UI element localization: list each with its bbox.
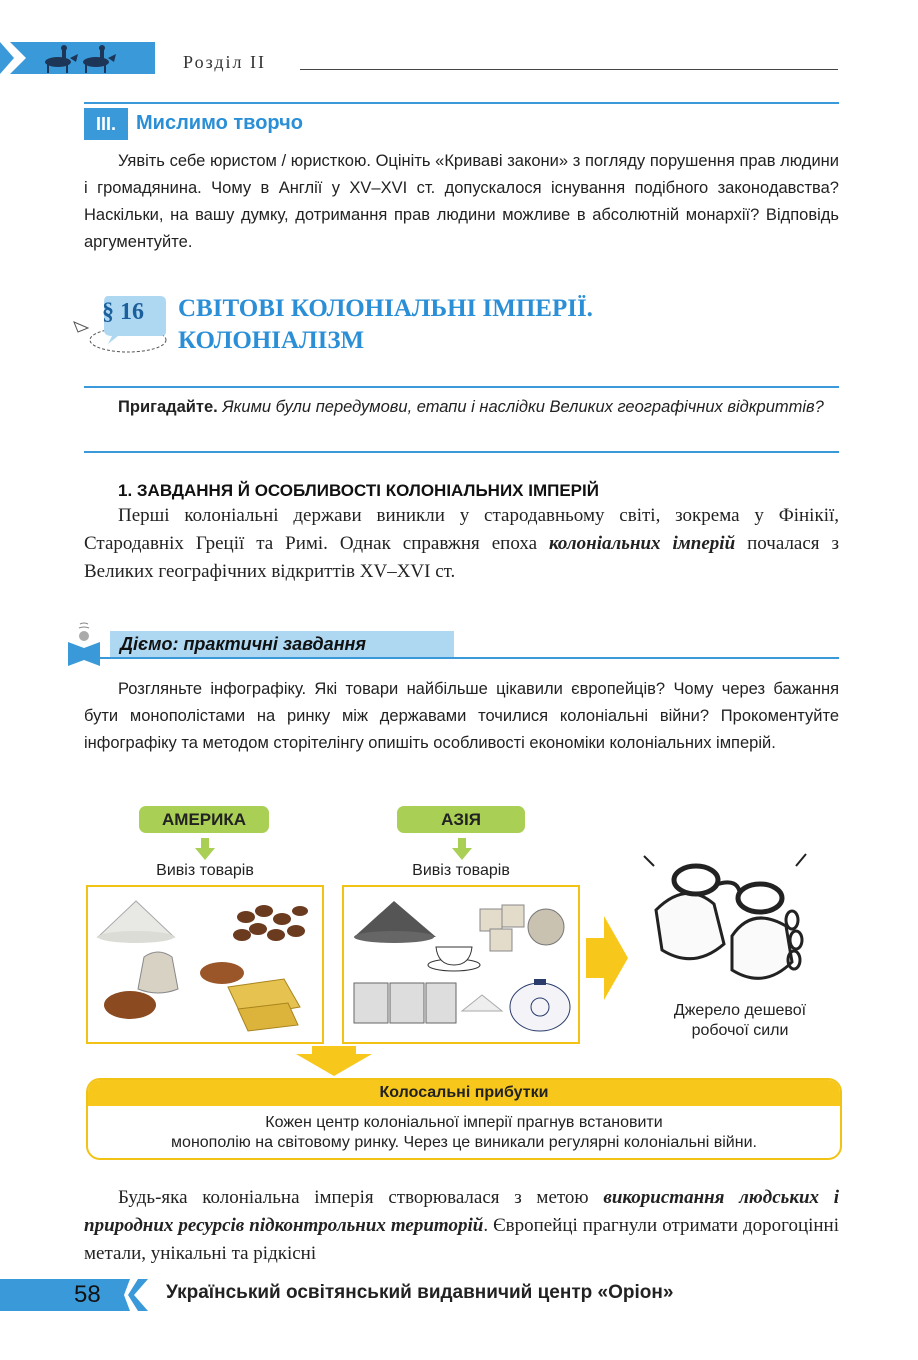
section3-rule <box>84 102 839 104</box>
page-number: 58 <box>74 1281 101 1308</box>
subsection1-text-part2: почалася з Великих географічних відкриттів XV–XVI ст. <box>84 533 839 582</box>
down-arrow-icon <box>194 838 216 862</box>
recall-block <box>84 394 839 421</box>
export-caption-asia: Вивіз товарів <box>412 862 510 879</box>
profits-text-line2: монополію на світовому ринку. Через це виникали регулярні колоніальні війни. <box>171 1134 757 1151</box>
profits-text <box>88 1113 840 1153</box>
coffee-beans-icon <box>233 905 308 941</box>
subsection1-text-part1: Перші колоніальні держави виникли у стародавньому світі, зокрема у Фінікії, Стародавніх Греції та Римі. Однак справжня епоха <box>84 505 839 554</box>
spice-cubes-icon <box>480 905 524 951</box>
final-text-part2: . Європейці прагнули отримати дорогоцінні метали, унікальні та рідкісні <box>84 1215 840 1264</box>
profits-box <box>86 1078 842 1160</box>
paragraph-number: § 16 <box>102 299 144 325</box>
recall-question: Якими були передумови, етапи і наслідки Великих географічних відкриттів? <box>222 398 824 416</box>
export-caption-america: Вивіз товарів <box>156 862 254 879</box>
profits-text-line1: Кожен центр колоніальної імперії прагнув встановити <box>265 1114 663 1131</box>
salt-pile-icon <box>462 995 502 1011</box>
header-rule <box>300 69 838 70</box>
section3-title: Мислимо творчо <box>136 112 303 134</box>
down-arrow-icon <box>296 1046 372 1076</box>
labor-caption <box>640 1001 840 1041</box>
tea-pile-icon <box>354 901 436 943</box>
recall-label: Пригадайте. <box>118 398 218 416</box>
recall-bottom-rule <box>84 451 839 453</box>
tea-set-icon <box>510 979 570 1031</box>
section3-number-badge: III. <box>84 108 128 140</box>
asia-goods-box <box>342 885 580 1044</box>
profits-title: Колосальні прибутки <box>88 1080 840 1106</box>
right-arrow-icon <box>586 916 630 1000</box>
handcuffs-icon <box>636 850 818 998</box>
final-paragraph <box>84 1184 839 1268</box>
section3-text: Уявіть себе юристом / юристкою. Оцініть «Криваві закони» з погляду порушення прав людини і громадянина. Чому в Англії у XV–XVI ст. допускалося існування подібного законодавства? Наскільки, на вашу думку, дотримання прав людини можливе в абсолютній монархії? Відповідь аргументуйте. <box>84 152 839 251</box>
bales-icon <box>354 983 456 1023</box>
america-goods-box <box>86 885 324 1044</box>
final-text-part1: Будь-яка колоніальна імперія створювалася з метою <box>118 1187 604 1208</box>
section-header-title: Розділ II <box>183 52 266 72</box>
paragraph-title-line1: СВІТОВІ КОЛОНІАЛЬНІ ІМПЕРІЇ. <box>178 295 593 322</box>
asia-label: АЗІЯ <box>397 806 525 833</box>
subsection1-text <box>84 502 839 586</box>
gold-bars-icon <box>228 979 300 1031</box>
melon-icon <box>528 909 564 945</box>
paragraph-title-line2: КОЛОНІАЛІЗМ <box>178 327 365 354</box>
teacup-icon <box>428 947 480 971</box>
practical-text: Розгляньте інфографіку. Які товари найбільше цікавили європейців? Чому через бажання бути монополістами на ринку між державами точилися колоніальні війни? Прокоментуйте інфографіку та методом сторітелінгу опишіть особливості економіки колоніальних імперій. <box>84 680 839 752</box>
practical-title: Діємо: практичні завдання <box>120 634 367 654</box>
subsection1-title: 1. ЗАВДАННЯ Й ОСОБЛИВОСТІ КОЛОНІАЛЬНИХ ІМПЕРІЙ <box>118 481 599 500</box>
publisher-name: Український освітянський видавничий центр «Оріон» <box>166 1282 674 1303</box>
book-person-icon <box>66 620 106 668</box>
footer-band <box>0 1279 130 1311</box>
labor-caption-line2: робочої сили <box>691 1022 789 1039</box>
recall-top-rule <box>84 386 839 388</box>
labor-caption-line1: Джерело дешевої <box>673 1002 807 1019</box>
america-label: АМЕРИКА <box>139 806 269 833</box>
down-arrow-icon <box>451 838 473 862</box>
sugar-pile-icon <box>98 901 174 943</box>
header-riders-icon <box>0 42 160 74</box>
practical-rule <box>68 657 839 659</box>
footer-chevron-icon <box>124 1279 154 1311</box>
final-emphasis: використання людських і природних ресурсів підконтрольних територій <box>84 1187 839 1236</box>
sack-icon <box>138 952 178 993</box>
subsection1-emphasis: колоніальних імперій <box>549 533 736 554</box>
paragraph-title <box>178 293 593 357</box>
